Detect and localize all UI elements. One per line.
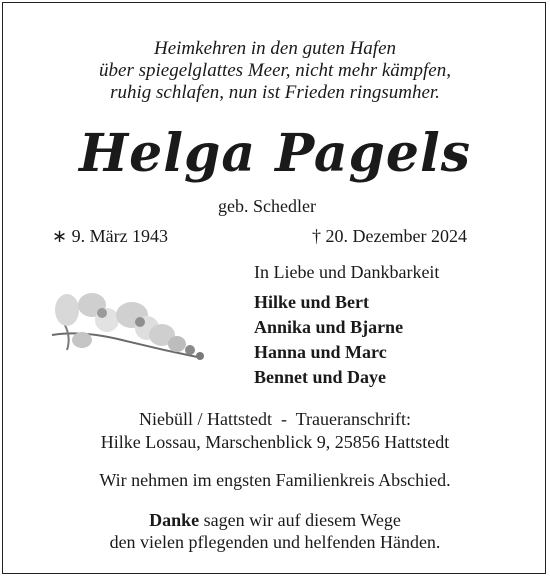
birth-name: geb. Schedler (218, 196, 316, 216)
address-line-2: Hilke Lossau, Marschenblick 9, 25856 Hattstedt (100, 432, 450, 452)
orchid-branch-icon (42, 280, 212, 375)
mourner-name: Hanna und Marc (254, 342, 387, 362)
address-line-1: Niebüll / Hattstedt - Traueranschrift: (139, 409, 411, 429)
poem (0, 38, 550, 104)
thanks-bold-word: Danke (149, 510, 200, 530)
mourner-name: Annika und Bjarne (254, 317, 404, 337)
thanks-line-1 (0, 509, 550, 531)
birth-date: ∗ 9. März 1943 (52, 226, 169, 246)
thanks-line-1-rest: sagen wir auf diesem Wege (199, 510, 401, 530)
thanks-line-2: den vielen pflegenden und helfenden Händen. (109, 532, 441, 552)
mourners-intro: In Liebe und Dankbarkeit (254, 262, 440, 282)
farewell-text: Wir nehmen im engsten Familienkreis Abschied. (99, 470, 451, 490)
deceased-name: Helga Pagels (79, 123, 471, 184)
mourners-list (254, 290, 403, 390)
poem-line-3: ruhig schlafen, nun ist Frieden ringsumher. (110, 82, 440, 103)
address-block (0, 408, 550, 454)
thanks-text (0, 509, 550, 553)
poem-line-1: Heimkehren in den guten Hafen (154, 38, 396, 59)
mourner-name: Bennet und Daye (254, 367, 387, 387)
death-date: † 20. Dezember 2024 (312, 226, 467, 246)
poem-line-2: über spiegelglattes Meer, nicht mehr kämpfen, (99, 60, 451, 81)
mourner-name: Hilke und Bert (254, 292, 370, 312)
